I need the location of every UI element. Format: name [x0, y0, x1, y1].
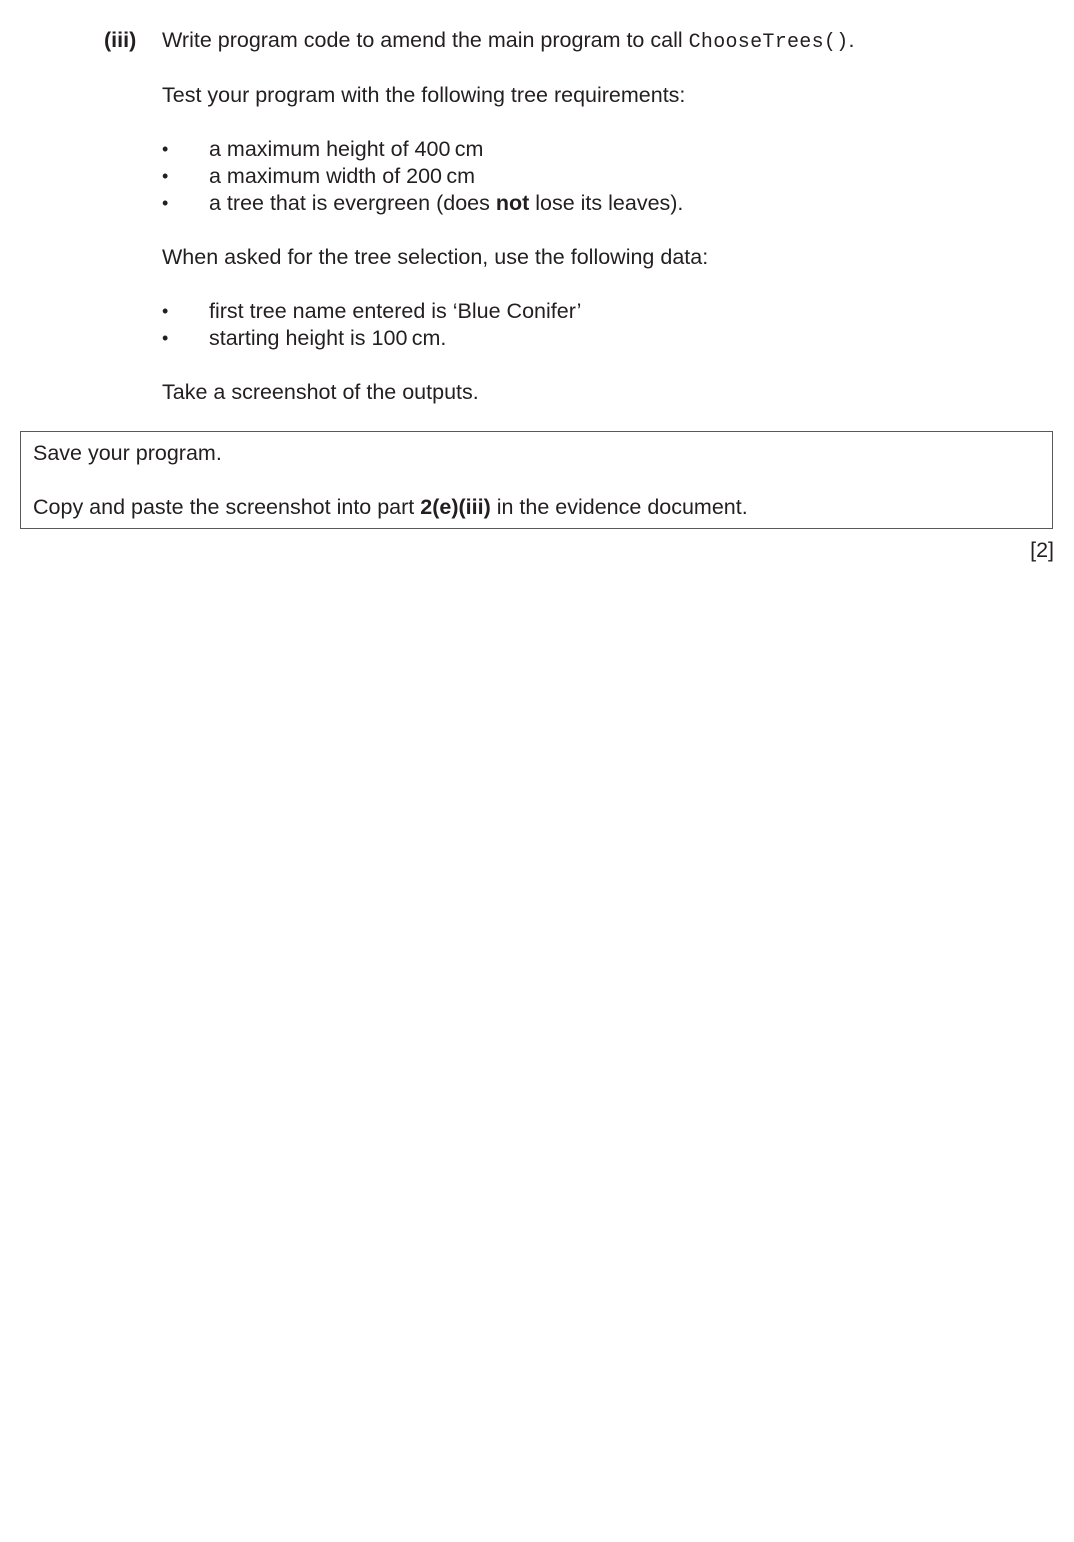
- requirement-evergreen-text: a tree that is evergreen (does: [209, 191, 496, 215]
- requirement-evergreen-end: lose its leaves).: [529, 191, 684, 215]
- copy-paste-text: [33, 497, 748, 519]
- save-program-text: Save your program.: [33, 441, 222, 465]
- bullet-icon: •: [162, 139, 169, 159]
- bullet-icon: •: [162, 166, 169, 186]
- marks-indicator: [2]: [1030, 538, 1054, 562]
- emphasis-not: not: [495, 191, 530, 215]
- requirement-evergreen: [209, 193, 683, 215]
- requirement-height: a maximum height of 400 cm: [209, 137, 484, 161]
- selection-first-tree: first tree name entered is ‘Blue Conifer’: [209, 299, 582, 323]
- instruction-end: .: [848, 28, 855, 52]
- selection-starting-height: starting height is 100 cm.: [209, 326, 447, 350]
- selection-intro: When asked for the tree selection, use the following data:: [162, 245, 709, 269]
- copy-paste-text-start: Copy and paste the screenshot into part: [33, 495, 421, 519]
- screenshot-instruction: Take a screenshot of the outputs.: [162, 380, 479, 404]
- instruction-text: Write program code to amend the main program to call: [162, 28, 689, 52]
- bullet-icon: •: [162, 328, 169, 348]
- bullet-icon: •: [162, 301, 169, 321]
- bullet-icon: •: [162, 193, 169, 213]
- requirement-width: a maximum width of 200 cm: [209, 164, 475, 188]
- copy-paste-text-end: in the evidence document.: [490, 495, 748, 519]
- part-reference: 2(e)(iii): [420, 495, 491, 519]
- instruction-line: [162, 30, 855, 53]
- test-intro: Test your program with the following tree requirements:: [162, 83, 686, 107]
- part-label: (iii): [104, 28, 137, 52]
- function-name-code: ChooseTrees(): [688, 31, 849, 54]
